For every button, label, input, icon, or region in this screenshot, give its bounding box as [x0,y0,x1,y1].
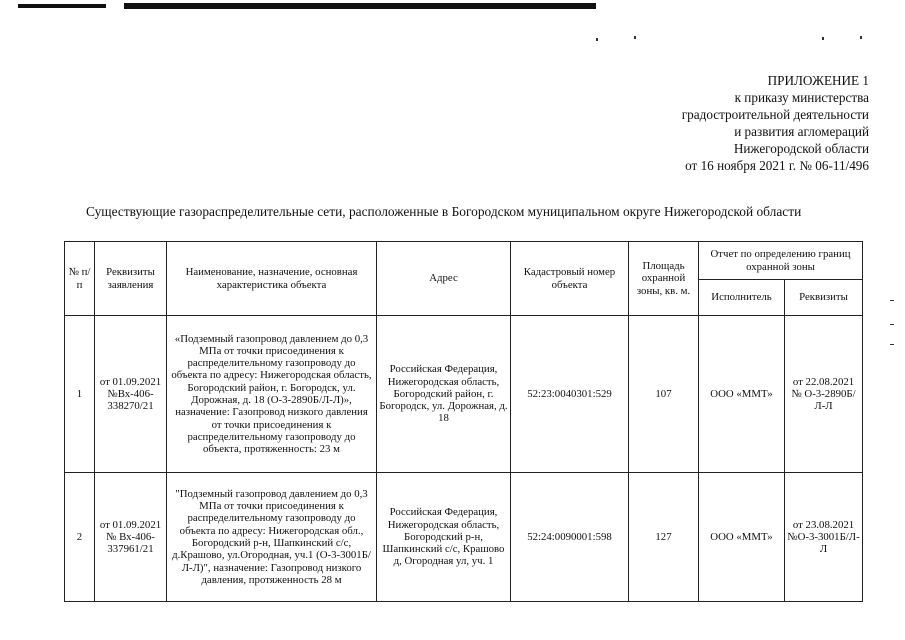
cell-area: 127 [629,473,699,602]
scan-speck [890,324,894,325]
header-report-requisites: Реквизиты [785,280,863,316]
scan-speck [634,36,636,39]
cell-num: 1 [65,316,95,473]
cell-address: Российская Федерация, Нижегородская область, Богородский район, г. Богородск, ул. Дорожная, д. 18 [377,316,511,473]
cell-requisites: от 01.09.2021 №Вх-406-338270/21 [95,316,167,473]
table-row [65,316,863,473]
objects-table [64,241,863,602]
cell-report-requisites: от 23.08.2021 №О-3-3001Б/Л-Л [785,473,863,602]
cell-name: "Подземный газопровод давлением до 0,3 МПа от точки присоединения к распределительному газопроводу до объекта по адресу: Нижегородская обл., Богородский р-н, Шапкинский с/с, д.Крашово, ул.Огородная, уч.1 (О-3-3001Б/Л-Л)", назначение: Газопровод низкого давления, протяженность 28 м [167,473,377,602]
appendix-line: градостроительной деятельности [681,107,869,122]
scan-speck [890,300,894,301]
header-name: Наименование, назначение, основная характеристика объекта [167,242,377,316]
header-num: № п/п [65,242,95,316]
table-row [65,473,863,602]
cell-address: Российская Федерация, Нижегородская область, Богородский р-н, Шапкинский с/с, Крашово д, Огородная ул, уч. 1 [377,473,511,602]
header-requisites: Реквизиты заявления [95,242,167,316]
header-area: Площадь охранной зоны, кв. м. [629,242,699,316]
cell-executor: ООО «ММТ» [699,316,785,473]
scan-speck [860,36,862,39]
table-header-row [65,242,863,280]
header-cadastral: Кадастровый номер объекта [511,242,629,316]
scan-speck [822,37,824,40]
header-report: Отчет по определению границ охранной зоны [699,242,863,280]
appendix-line: и развития агломераций [734,124,869,139]
scan-artifact [124,3,596,9]
appendix-line: ПРИЛОЖЕНИЕ 1 [767,73,869,88]
header-address: Адрес [377,242,511,316]
scan-speck [890,344,894,345]
scan-speck [596,38,598,41]
scan-artifact [18,4,106,8]
appendix-line: Нижегородской области [733,141,869,156]
header-executor: Исполнитель [699,280,785,316]
cell-area: 107 [629,316,699,473]
document-title: Существующие газораспределительные сети, расположенные в Богородском муниципальном округе Нижегородской области [86,204,802,219]
cell-num: 2 [65,473,95,602]
cell-report-requisites: от 22.08.2021 № О-3-2890Б/Л-Л [785,316,863,473]
cell-executor: ООО «ММТ» [699,473,785,602]
cell-cadastral: 52:24:0090001:598 [511,473,629,602]
appendix-block [682,72,869,174]
cell-requisites: от 01.09.2021 № Вх-406-337961/21 [95,473,167,602]
appendix-line: к приказу министерства [734,90,869,105]
appendix-line: от 16 ноября 2021 г. № 06-11/496 [685,158,869,173]
cell-name: «Подземный газопровод давлением до 0,3 МПа от точки присоединения к распределительному газопроводу до объекта по адресу: Нижегородская область, Богородский район, г. Богородск, ул. Дорожная, д. 18 (О-3-2890Б/Л-Л)», назначение: Газопровод низкого давления от точки присоединения к распределительному газопроводу до объекта, протяженность: 23 м [167,316,377,473]
cell-cadastral: 52:23:0040301:529 [511,316,629,473]
